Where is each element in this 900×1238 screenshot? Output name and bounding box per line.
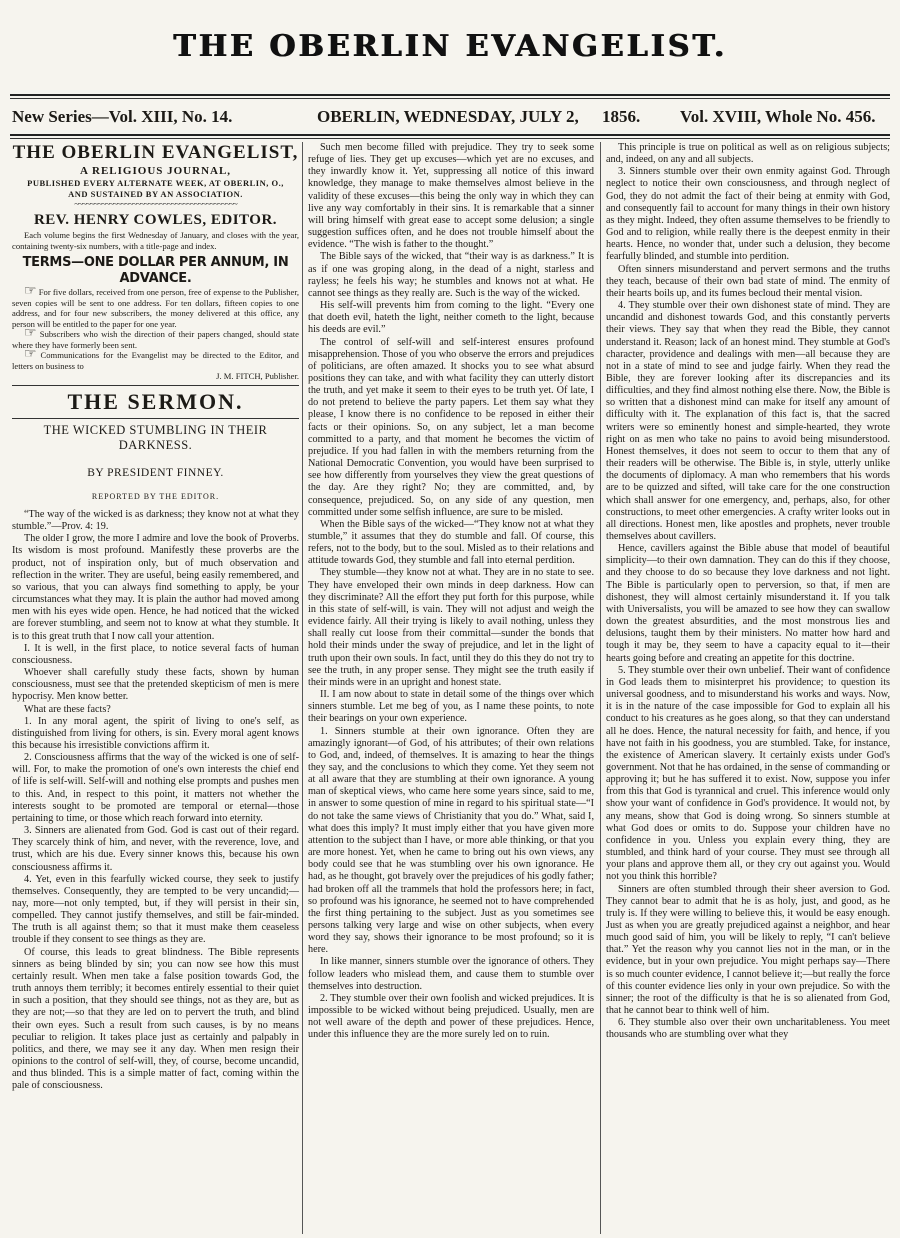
masthead-rule-top [10,94,890,96]
paragraph: What are these facts? [24,703,111,715]
masthead-rule-thin [10,98,890,99]
sermon-heading: THE SERMON. [67,389,244,414]
paragraph: 4. Yet, even in this fearfully wicked course, they seek to justify themselves. Consequently, they are tempted to be very uncandid;—nay, more—not only tempted, but, if they will persist in their sin, compelled. They cannot justify themselves, and still be fair-minded. The truth is all against them; so that it must make them ceaseless trouble if they consent to see things as they are. [12,873,299,946]
paragraph: “The way of the wicked is as darkness; they know not at what they stumble.”—Prov. 4: 19. [12,509,299,533]
communications-note: ☞ Communications for the Evangelist may be directed to the Editor, and letters on business to [12,347,299,371]
section-rule [12,418,299,419]
publisher-box [12,142,299,382]
paragraph: When the Bible says of the wicked—“They know not at what they stumble,” it assumes that they do stumble and fall. Of course, this refers, not to the body, but to the soul. Misled as to their relations and attitude towards God, they stumble and fall into eternal perdition. [308,518,594,567]
paragraph: Hence, cavillers against the Bible abuse that model of beautiful simplicity—to their own damnation. They can do this if they choose, and they choose to do so because they love darkness and not light. The Bible is particularly open to perversion, so that, if men are dishonest, they will almost certainly misunderstand it. If you talk with Universalists, you will be amazed to see how they can swallow down the greatest absurdities, and the most monstrous lies and delusions, taught them by their ministers. No matter how hard and tough it may be, they seem to have a capacity equal to it—their hearts going before and creating an appetite for this doctrine. [606,543,890,664]
volume: Vol. XVIII, Whole No. 456. [680,107,876,126]
box-subtitle: A RELIGIOUS JOURNAL, [79,165,232,177]
pointing-hand-icon: ☞ [24,347,37,362]
paragraph: 2. Consciousness affirms that the way of the wicked is one of self-will. For, to make the promotion of one's own interests the chief end of life is self-will. Self-will and nothing else prompts and pushes men to this. And, in respect to this point, it matters not whether the interests sought to be promoted are temporal or eternal—those pertaining to time, or those which reach forward into eternity. [12,752,299,824]
paragraph: 1. In any moral agent, the spirit of living to one's self, as distinguished from living for others, is sin. Every moral agent knows this because his irresistible convictions affirm it. [12,715,299,751]
terms-line: TERMS—ONE DOLLAR PER ANNUM, IN ADVANCE. [22,255,289,286]
year: 1856. [602,107,641,126]
volume-note: Each volume begins the first Wednesday of January, and closes with the year, containing twenty-six numbers, with a title-page and index. [12,230,299,251]
paragraph: Of course, this leads to great blindness. The Bible represents sinners as being blinded by sin; you can now see how this must certainly result. When men take a false position towards God, the truth annoys them terribly; it becomes entirely essential to their quiet in such a position, that they should see things, not as they are, but as they are not;—so that they are led on to pervert the truth, and blind their own eyes. Such a result from such causes, is by no means peculiar to religion. It takes place just as certainly and palpably in politics, and there, we may see it any day. When men resign their opinions to the control of self-will, they, of course, become uncandid, and thus blinded. This is a simple matter of fact, coming within the pale of consciousness. [12,946,299,1092]
paragraph: Such men become filled with prejudice. They try to seek some refuge of lies. They get up excuses—which yet are no excuses, and they inwardly know it. Yet, suppressing all notice of this inward knowledge, they manage to make themselves almost believe in the validity of these excuses—this being the only way in which they can live any way comfortably in their sins. It is remarkable that a sinner will bring himself with great ease to accept some delusion; a single suggestion suffices often, and he does not trouble himself about the evidence. “The wish is father to the thought.” [308,142,594,251]
place-date: OBERLIN, WEDNESDAY, JULY 2, [317,107,579,126]
paragraph: 3. Sinners are alienated from God. God is cast out of their regard. They scarcely think of him, and never, with the reverence, love, and trust, which are his due. Every sinner knows this, because his own consciousness affirms it. [12,825,299,873]
pointing-hand-icon: ☞ [24,284,37,299]
masthead [0,0,900,96]
publisher-name: J. M. FITCH, Publisher. [216,371,299,381]
dateline-rule [10,134,890,136]
paragraph: This principle is true on political as well as on religious subjects; and, indeed, on any and all subjects. [606,142,890,166]
paragraph: 4. They stumble over their own dishonest state of mind. They are uncandid and dishonest towards God, and this constantly perverts their views. They say that when they read the Bible, they cannot understand it. Reason; lack of an honest mind. They stumble at God's character, providence and dealings with men—all because they are not in a state of mind to see and judge fairly. When they read the Bible, they are forever looking after its discrepancies and its difficulties, and they find almost nothing else there. Now, the Bible is so written that a dishonest mind can make for itself any amount of difficulty with it. The explanation of this fact is, that the sacred writers were so eminently honest and simple-hearted, they wrote right on as men who take no pains to avoid being misunderstood. Honest themselves, it does not seem to occur to them that any of their readers will be otherwise. The Bible is, in style, utterly unlike the documents of diplomacy. A man who remembers that his words are to be quizzed and sifted, will take care for the one construction which shall answer for one emergency, and, perhaps, also, for other constructions, to meet other emergencies. A crafty writer looks out in all directions. Honest men, like apostles and prophets, never trouble themselves about cavillers. [606,300,890,542]
paragraph: 3. Sinners stumble over their own enmity against God. Through neglect to notice their own consciousness, and through neglect of God, they do not admit the fact of their being at enmity with God, and consequently fail to account for many things in their own history as they might. Indeed, they often assume themselves to be friendly to God and to religion, while really there is the deepest enmity in their hearts. Hence, no wonder that, under such a delusion, they become fearfully blinded, and stumble into perdition. [606,166,890,263]
paragraph: 1. Sinners stumble at their own ignorance. Often they are amazingly ignorant—of God, of his attributes; of their own relations to God, and, indeed, of themselves. It is amazing to hear the things they say, and the conclusions to which they come. Yet they seem not at all aware that they are stumbling at their own ignorance. A young man of skeptical views, who came here some years since, said to me, in answer to some question of mine in regard to his spiritual state—“I do not take the same views of Christianity that you do.” What, said I, what does this imply? It must imply either that you have given more attention to the subject than I have, or more able thinking, or that you are more honest. Yet, when he came to bring out his own views, any body could see that he was stumbling over his own ignorance. He had, as he thought, got bravely over the prejudices of his godly father; had broken off all the trammels that hold the professors here; in fact, so profound was his ignorance, he seemed not to have comprehended the first thing pertaining to the subject. Just as you sometimes see persons talking very large and wise on other subjects, when every word they say, shows their ignorance to be most profound; so it is here. [308,725,594,956]
paragraph: The older I grow, the more I admire and love the book of Proverbs. Its wisdom is most profound. Manifestly these proverbs are the product, not of inspiration only, but of much observation and reflection in the writer. They are useful, being easily remembered, and so various, that you can always find something to apply, be your circumstances what they may. It is plain the author had moved among men with his eyes wide open. Hence, he had noticed that the wicked are forever stumbling, and seem not to know at what they stumble. It is to this great truth that I now call your attention. [12,533,299,642]
sermon-author: BY PRESIDENT FINNEY. [87,467,224,479]
editor-line: REV. HENRY COWLES, EDITOR. [33,212,278,228]
newspaper-title: THE OBERLIN EVANGELIST. [173,29,727,64]
paragraph: II. I am now about to state in detail some of the things over which sinners stumble. Let me beg of you, as I name these points, to note their bearings on your own experience. [308,689,594,725]
paragraph: They stumble—they know not at what. They are in no state to see. They have enveloped their own minds in deep darkness. How can they discriminate? All the effort they put forth for this purpose, while in this state of self-will, is vain. They will not adjust and weigh the evidence fairly. All their trying is likely to avail nothing, unless they shall really cut loose from their committal—sunder the bonds that hold their minds under the sway of prejudice, and let in the light of truth upon their own souls. In fact, until they do this they do not try to see the truth, in any proper sense. They might see the truth easily if their minds were in an upright and honest state. [308,567,594,688]
subscriber-note: ☞ Subscribers who wish the direction of their papers changed, should state where they have formerly been sent. [12,326,299,350]
pointing-hand-icon: ☞ [24,326,37,341]
box-sustained-line: AND SUSTAINED BY AN ASSOCIATION. [68,189,243,199]
paragraph: His self-will prevents him from coming to the light. “Every one that doeth evil, hateth the light, neither cometh to the light, because his deeds are evil.” [308,300,594,336]
column-2 [308,142,594,1234]
sermon-title: THE WICKED STUMBLING IN THEIR DARKNESS. [43,423,268,452]
reported-by: REPORTED BY THE EDITOR. [91,492,220,501]
paragraph: The control of self-will and self-interest ensures profound misapprehension. Those of you who observe the errors and prejudices of politicians, are often amazed. It shocks you to see what absurd positions they can take, and with what facility they can utterly distort the truth, and yet make it seem to their eyes to be truth yet. Of late, I do not pretend to believe the party papers. Let them say what they please, I know there is no confidence to be reposed in either their facts or their opinions. So, on any subject, let a man become committed to a party, and that moment he becomes the victim of prejudice. If you had fallen in with the members returning from the National Democratic Convention, you would have been surprised to see how differently from yourselves they view the great questions of the day. Are they right? No; they are committed, and, by consequence, prejudiced. So, on any side of any question, men committed under some selfish influence, are sure to be misled. [308,336,594,518]
new-series: New Series—Vol. XIII, No. 14. [12,107,233,126]
column-1 [12,142,299,1234]
paragraph: Sinners are often stumbled through their sheer aversion to God. They cannot bear to admit that he is as holy, just, and good, as he truly is. If they were willing to believe this, it would be easy enough. Just as when you are greatly prejudiced against a neighbor, and hear much good said of him, you will be likely to reply, “I can't believe that.” Yet the reason why you cannot lies not in the man, or in the evidence, but in your own prejudice. You might perhaps say—There is so much counter evidence, I cannot believe it;—but really the force of this counter evidence lies only in your own prejudice. So with the sinner; the root of the difficulty is that he is so alienated from God, that he cannot bear to think well of him. [606,883,890,1017]
paragraph: Often sinners misunderstand and pervert sermons and the truths they teach, because of their own bad state of mind. The enmity of their hearts boils up, and its fumes becloud their mental vision. [606,263,890,299]
paragraph: Whoever shall carefully study these facts, shown by human consciousness, must see that the pretended skepticism of men is mere hypocrisy. Men know better. [12,667,299,703]
column-3 [606,142,890,1234]
terms-note: ☞ For five dollars, received from one person, free of expense to the Publisher, seven copies will be sent to one address. For ten dollars, fifteen copies to one address, and for four new subscribers, the money delivered at this office, any person will be entitled to the paper for one year. [12,284,299,329]
paragraph: The Bible says of the wicked, that “their way is as darkness.” It is as if one was groping along, in the dead of a night, starless and rayless; he feels his way; he stumbles and knows not at what. He cannot see things as they really are. Such is the way of the wicked. [308,251,594,299]
paragraph: 2. They stumble over their own foolish and wicked prejudices. It is impossible to be wicked without being prejudiced. Usually, men are not well aware of the depth and power of these prejudices. Hence, under this influence they are the more surely led on to ruin. [308,992,594,1041]
section-rule [12,385,299,386]
paragraph: In like manner, sinners stumble over the ignorance of others. They follow leaders who mislead them, and cause them to stumble over themselves into destruction. [308,956,594,992]
paragraph: 5. They stumble over their own unbelief. Their want of confidence in God leads them to misinterpret his providence; to question its universal goodness, and to misunderstand his works and ways. Now, it is in the nature of the case impossible for God to explain all his conduct to his creatures as he goes along, so that they can understand all he does. Hence, the natural necessity for faith, and hence, if you have not faith in his goodness, you are stumbled. Take, for instance, the existence of American slavery. It certainly exists under God's government. Not that he has ordained, in the sense of commanding or approving it; but he has suffered it to exist. Now, suppose you infer from this that God is tyrannical and cruel. This inference would only show your want of confidence in God's providence. It would not, by any means, show that God is doing wrong. So sinners stumble at what God does or omits to do. Suppose your children have no confidence in you. Unless you explain every thing, they are stumbled, and think hard of your course. They must see through all your plans and approve them all, or they cry out against you. Would not you think this horrible? [606,664,890,883]
paragraph: 6. They stumble also over their own uncharitableness. You meet thousands who are stumbling over what they [606,1017,890,1041]
dateline-rule-thin [10,138,890,139]
box-title: THE OBERLIN EVANGELIST, [12,142,299,163]
wave-ornament: ~~~~~~~~~~~~~~~~~~~~~~~~~~~~~~~~~~~~~~~~~~ [74,200,237,208]
paragraph: I. It is well, in the first place, to notice several facts of human consciousness. [12,642,299,666]
box-published-line: PUBLISHED EVERY ALTERNATE WEEK, AT OBERLIN, O., [27,178,284,188]
column-divider-1 [302,142,303,1234]
column-divider-2 [600,142,601,1234]
dateline [12,104,888,130]
